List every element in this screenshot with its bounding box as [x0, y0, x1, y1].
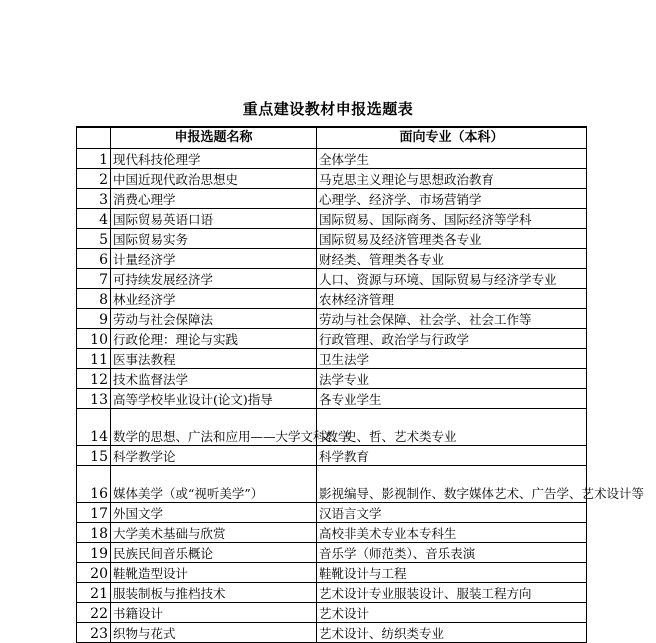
topic-name-cell[interactable]: 医事法教程	[111, 349, 317, 369]
target-major-cell[interactable]: 影视编导、影视制作、数字媒体艺术、广告学、艺术设计等	[317, 466, 587, 503]
topic-table	[76, 126, 645, 643]
target-major-cell[interactable]: 汉语言文学	[317, 503, 587, 523]
topic-name-cell[interactable]: 外国文学	[111, 503, 317, 523]
table-row	[77, 269, 587, 289]
topic-name-cell[interactable]: 织物与花式	[111, 623, 317, 643]
row-number-cell[interactable]: 4	[77, 209, 111, 229]
row-number-cell[interactable]: 17	[77, 503, 111, 523]
row-number-cell[interactable]: 3	[77, 189, 111, 209]
row-number-cell[interactable]: 13	[77, 389, 111, 409]
target-major-cell[interactable]: 人口、资源与环境、国际贸易与经济学专业	[317, 269, 587, 289]
topic-name-cell[interactable]: 林业经济学	[111, 289, 317, 309]
topic-name-cell[interactable]: 大学美术基础与欣赏	[111, 523, 317, 543]
topic-name-cell[interactable]: 技术监督法学	[111, 369, 317, 389]
table-body	[77, 149, 645, 643]
target-major-cell[interactable]: 法学专业	[317, 369, 587, 389]
header-name-cell[interactable]: 申报选题名称	[111, 127, 317, 149]
table-row	[77, 446, 587, 466]
topic-name-cell[interactable]: 中国近现代政治思想史	[111, 169, 317, 189]
row-number-cell[interactable]: 22	[77, 603, 111, 623]
target-major-cell[interactable]: 科学教育	[317, 446, 587, 466]
topic-name-cell[interactable]: 鞋靴造型设计	[111, 563, 317, 583]
table-row	[77, 583, 587, 603]
target-major-cell[interactable]: 艺术设计	[317, 603, 587, 623]
table-row	[77, 289, 587, 309]
row-number-cell[interactable]: 21	[77, 583, 111, 603]
topic-name-cell[interactable]: 高等学校毕业设计(论文)指导	[111, 389, 317, 409]
row-number-cell[interactable]: 2	[77, 169, 111, 189]
table-row	[77, 349, 587, 369]
target-major-cell[interactable]: 各专业学生	[317, 389, 587, 409]
row-number-cell[interactable]: 7	[77, 269, 111, 289]
topic-name-cell[interactable]: 现代科技伦理学	[111, 149, 317, 169]
topic-name-cell[interactable]: 消费心理学	[111, 189, 317, 209]
topic-name-cell[interactable]: 可持续发展经济学	[111, 269, 317, 289]
row-number-cell[interactable]: 18	[77, 523, 111, 543]
row-number-cell[interactable]: 6	[77, 249, 111, 269]
table-row	[77, 623, 587, 643]
table-row	[77, 523, 587, 543]
row-number-cell[interactable]: 11	[77, 349, 111, 369]
table-row	[77, 249, 587, 269]
header-row	[77, 127, 587, 149]
topic-name-cell[interactable]: 国际贸易实务	[111, 229, 317, 249]
topic-name-cell[interactable]: 国际贸易英语口语	[111, 209, 317, 229]
topic-name-cell[interactable]: 行政伦理：理论与实践	[111, 329, 317, 349]
target-major-cell[interactable]: 卫生法学	[317, 349, 587, 369]
target-major-cell[interactable]: 鞋靴设计与工程	[317, 563, 587, 583]
table-row	[77, 563, 587, 583]
row-number-cell[interactable]: 19	[77, 543, 111, 563]
row-number-cell[interactable]: 10	[77, 329, 111, 349]
table-row	[77, 149, 587, 169]
topic-name-cell[interactable]: 计量经济学	[111, 249, 317, 269]
target-major-cell[interactable]: 行政管理、政治学与行政学	[317, 329, 587, 349]
table-row	[77, 189, 587, 209]
row-number-cell[interactable]: 8	[77, 289, 111, 309]
target-major-cell[interactable]: 农林经济管理	[317, 289, 587, 309]
row-number-cell[interactable]: 16	[77, 466, 111, 503]
target-major-cell[interactable]: 心理学、经济学、市场营销学	[317, 189, 587, 209]
row-number-cell[interactable]: 20	[77, 563, 111, 583]
header-major-cell[interactable]: 面向专业（本科）	[317, 127, 587, 149]
row-number-cell[interactable]: 12	[77, 369, 111, 389]
target-major-cell[interactable]: 国际贸易、国际商务、国际经济等学科	[317, 209, 587, 229]
target-major-cell[interactable]: 高校非美术专业本专科生	[317, 523, 587, 543]
table-row	[77, 309, 587, 329]
row-number-cell[interactable]: 15	[77, 446, 111, 466]
table-row	[77, 603, 587, 623]
topic-name-cell[interactable]: 媒体美学（或“视听美学”）	[111, 466, 317, 503]
row-number-cell[interactable]: 5	[77, 229, 111, 249]
topic-name-cell[interactable]: 民族民间音乐概论	[111, 543, 317, 563]
topic-name-cell[interactable]: 劳动与社会保障法	[111, 309, 317, 329]
target-major-cell[interactable]: 劳动与社会保障、社会学、社会工作等	[317, 309, 587, 329]
topic-name-cell[interactable]: 科学教学论	[111, 446, 317, 466]
table-row	[77, 543, 587, 563]
target-major-cell[interactable]: 财经类、管理类各专业	[317, 249, 587, 269]
table-row	[77, 169, 587, 189]
topic-name-cell[interactable]: 书籍设计	[111, 603, 317, 623]
table-row	[77, 369, 587, 389]
topic-name-cell[interactable]: 数学的思想、广法和应用——大学文科教学	[111, 409, 317, 446]
target-major-cell[interactable]: 音乐学（师范类）、音乐表演	[317, 543, 587, 563]
table-row	[77, 229, 587, 249]
table-row	[77, 329, 587, 349]
table-row	[77, 389, 587, 409]
target-major-cell[interactable]: 艺术设计、纺织类专业	[317, 623, 587, 643]
row-number-cell[interactable]: 14	[77, 409, 111, 446]
header-num-cell[interactable]	[77, 127, 111, 149]
table-row	[77, 209, 587, 229]
target-major-cell[interactable]: 文、史、哲、艺术类专业	[317, 409, 587, 446]
table-row	[77, 409, 587, 446]
target-major-cell[interactable]: 马克思主义理论与思想政治教育	[317, 169, 587, 189]
row-number-cell[interactable]: 1	[77, 149, 111, 169]
page-title: 重点建设教材申报选题表	[242, 100, 414, 118]
target-major-cell[interactable]: 全体学生	[317, 149, 587, 169]
topic-name-cell[interactable]: 服装制板与推档技术	[111, 583, 317, 603]
table-row	[77, 466, 587, 503]
target-major-cell[interactable]: 艺术设计专业服装设计、服装工程方向	[317, 583, 587, 603]
target-major-cell[interactable]: 国际贸易及经济管理类各专业	[317, 229, 587, 249]
row-number-cell[interactable]: 9	[77, 309, 111, 329]
row-number-cell[interactable]: 23	[77, 623, 111, 643]
table-row	[77, 503, 587, 523]
